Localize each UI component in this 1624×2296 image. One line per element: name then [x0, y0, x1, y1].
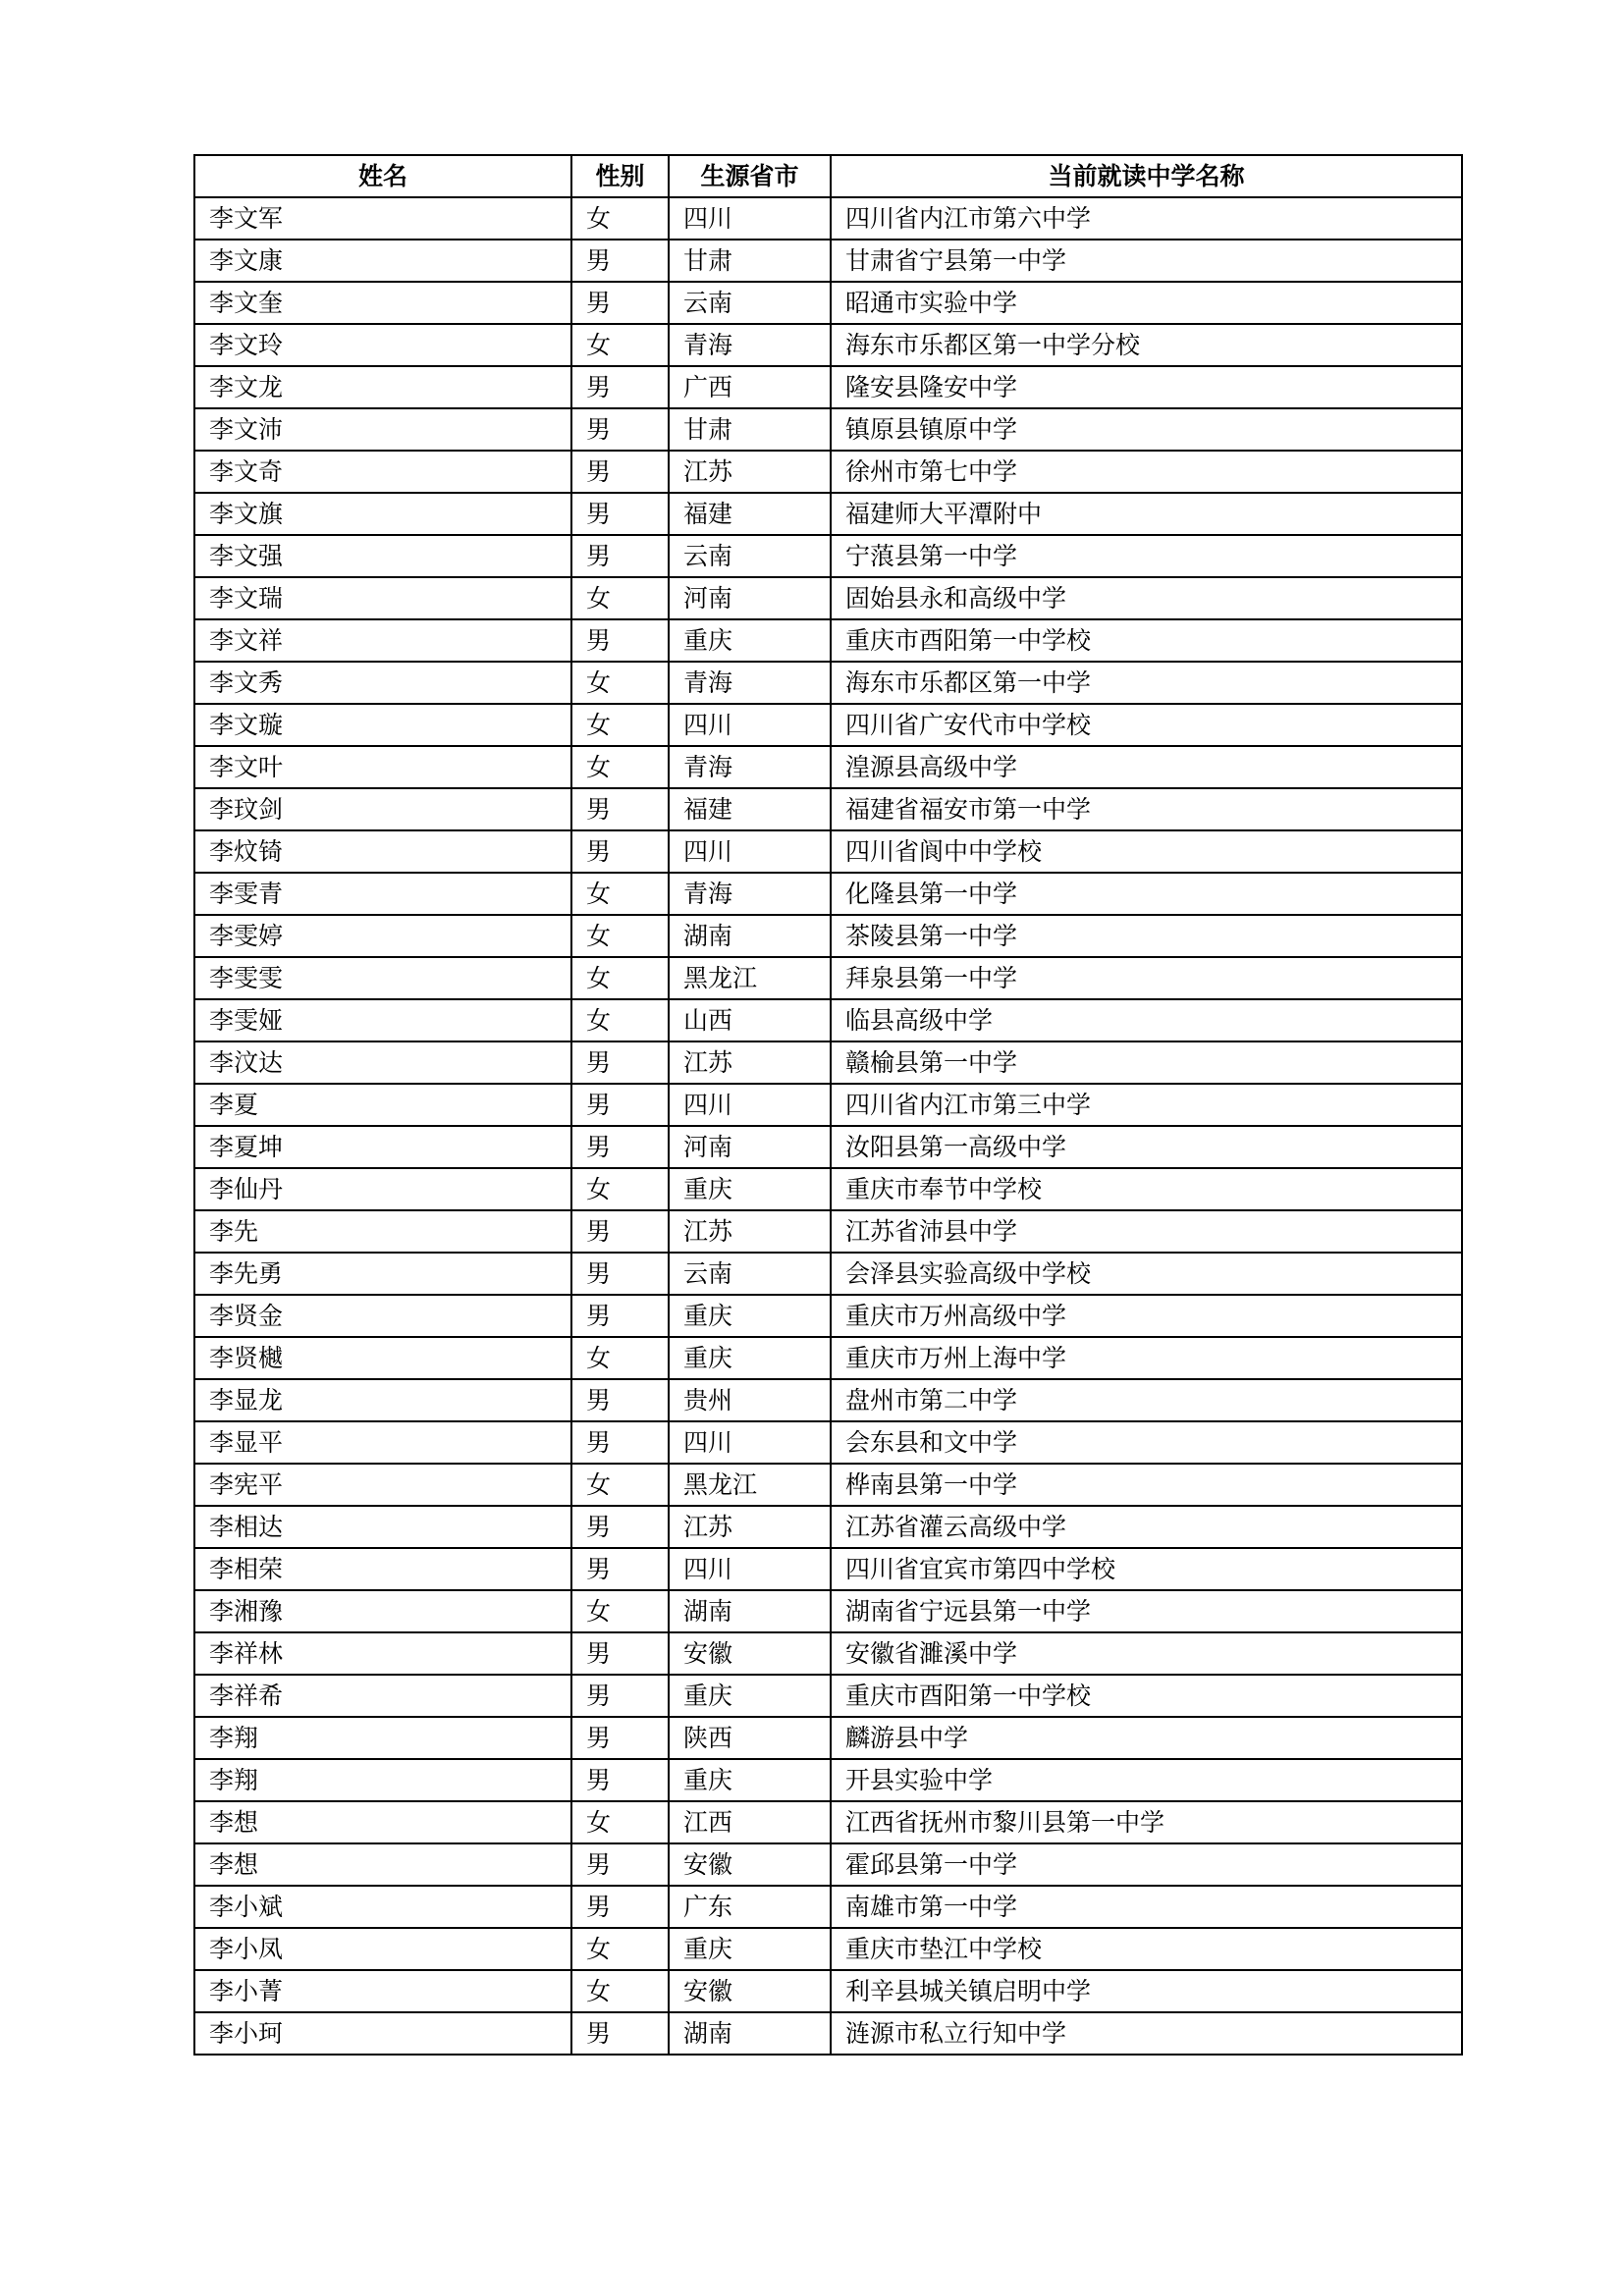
table-row	[194, 1843, 1462, 1886]
cell-province: 安徽	[669, 1843, 831, 1886]
table-row	[194, 1337, 1462, 1379]
table-row	[194, 1084, 1462, 1126]
cell-gender: 女	[571, 662, 669, 704]
cell-province: 四川	[669, 1084, 831, 1126]
cell-province: 青海	[669, 324, 831, 366]
table-row	[194, 957, 1462, 999]
cell-province: 江苏	[669, 451, 831, 493]
cell-name: 李文龙	[194, 366, 571, 408]
cell-gender: 女	[571, 746, 669, 788]
table-row	[194, 1041, 1462, 1084]
cell-school: 海东市乐都区第一中学分校	[831, 324, 1462, 366]
cell-gender: 女	[571, 999, 669, 1041]
cell-name: 李雯婷	[194, 915, 571, 957]
cell-name: 李相达	[194, 1506, 571, 1548]
table-row	[194, 1126, 1462, 1168]
table-row	[194, 704, 1462, 746]
cell-province: 江苏	[669, 1506, 831, 1548]
cell-school: 赣榆县第一中学	[831, 1041, 1462, 1084]
table-row	[194, 1168, 1462, 1210]
cell-gender: 男	[571, 1084, 669, 1126]
cell-gender: 男	[571, 1379, 669, 1421]
cell-school: 麟游县中学	[831, 1717, 1462, 1759]
cell-gender: 男	[571, 1717, 669, 1759]
cell-gender: 女	[571, 957, 669, 999]
cell-name: 李想	[194, 1843, 571, 1886]
cell-province: 陕西	[669, 1717, 831, 1759]
cell-gender: 男	[571, 1253, 669, 1295]
table-row	[194, 915, 1462, 957]
cell-province: 山西	[669, 999, 831, 1041]
cell-province: 云南	[669, 282, 831, 324]
cell-school: 霍邱县第一中学	[831, 1843, 1462, 1886]
table-row	[194, 788, 1462, 830]
cell-gender: 男	[571, 1675, 669, 1717]
table-row	[194, 619, 1462, 662]
cell-province: 福建	[669, 493, 831, 535]
cell-name: 李文璇	[194, 704, 571, 746]
cell-gender: 男	[571, 1041, 669, 1084]
cell-school: 福建省福安市第一中学	[831, 788, 1462, 830]
cell-gender: 男	[571, 830, 669, 873]
cell-school: 利辛县城关镇启明中学	[831, 1970, 1462, 2012]
table-row	[194, 1759, 1462, 1801]
cell-name: 李文秀	[194, 662, 571, 704]
cell-school: 重庆市万州上海中学	[831, 1337, 1462, 1379]
cell-school: 江苏省灌云高级中学	[831, 1506, 1462, 1548]
cell-province: 广东	[669, 1886, 831, 1928]
cell-province: 河南	[669, 1126, 831, 1168]
cell-province: 青海	[669, 873, 831, 915]
cell-school: 四川省阆中中学校	[831, 830, 1462, 873]
table-row	[194, 1717, 1462, 1759]
cell-name: 李祥希	[194, 1675, 571, 1717]
cell-school: 会泽县实验高级中学校	[831, 1253, 1462, 1295]
cell-province: 重庆	[669, 1675, 831, 1717]
cell-name: 李小斌	[194, 1886, 571, 1928]
cell-province: 江苏	[669, 1210, 831, 1253]
table-row	[194, 535, 1462, 577]
table-row	[194, 830, 1462, 873]
table-row	[194, 1253, 1462, 1295]
cell-name: 李翔	[194, 1759, 571, 1801]
cell-name: 李相荣	[194, 1548, 571, 1590]
cell-name: 李夏	[194, 1084, 571, 1126]
cell-province: 黑龙江	[669, 957, 831, 999]
cell-gender: 男	[571, 282, 669, 324]
table-row	[194, 1464, 1462, 1506]
cell-school: 江苏省沛县中学	[831, 1210, 1462, 1253]
cell-gender: 女	[571, 1168, 669, 1210]
cell-gender: 男	[571, 1506, 669, 1548]
cell-school: 隆安县隆安中学	[831, 366, 1462, 408]
table-row	[194, 2012, 1462, 2055]
cell-gender: 男	[571, 619, 669, 662]
table-row	[194, 451, 1462, 493]
header-province: 生源省市	[669, 155, 831, 197]
cell-school: 湖南省宁远县第一中学	[831, 1590, 1462, 1632]
cell-name: 李雯青	[194, 873, 571, 915]
cell-school: 海东市乐都区第一中学	[831, 662, 1462, 704]
cell-province: 广西	[669, 366, 831, 408]
cell-school: 镇原县镇原中学	[831, 408, 1462, 451]
cell-school: 四川省内江市第三中学	[831, 1084, 1462, 1126]
cell-school: 重庆市酉阳第一中学校	[831, 1675, 1462, 1717]
cell-gender: 男	[571, 451, 669, 493]
cell-school: 四川省宜宾市第四中学校	[831, 1548, 1462, 1590]
cell-name: 李先勇	[194, 1253, 571, 1295]
cell-name: 李小菁	[194, 1970, 571, 2012]
table-row	[194, 1928, 1462, 1970]
cell-school: 开县实验中学	[831, 1759, 1462, 1801]
table-row	[194, 1632, 1462, 1675]
cell-school: 四川省内江市第六中学	[831, 197, 1462, 240]
table-row	[194, 324, 1462, 366]
cell-gender: 女	[571, 577, 669, 619]
cell-gender: 男	[571, 1126, 669, 1168]
cell-name: 李文康	[194, 240, 571, 282]
cell-province: 甘肃	[669, 408, 831, 451]
cell-province: 四川	[669, 1421, 831, 1464]
cell-school: 汝阳县第一高级中学	[831, 1126, 1462, 1168]
cell-gender: 女	[571, 1928, 669, 1970]
cell-school: 拜泉县第一中学	[831, 957, 1462, 999]
table-row	[194, 1548, 1462, 1590]
cell-gender: 男	[571, 408, 669, 451]
cell-school: 徐州市第七中学	[831, 451, 1462, 493]
table-row	[194, 1506, 1462, 1548]
cell-province: 江苏	[669, 1041, 831, 1084]
cell-province: 福建	[669, 788, 831, 830]
cell-school: 福建师大平潭附中	[831, 493, 1462, 535]
cell-gender: 女	[571, 1337, 669, 1379]
table-row	[194, 1295, 1462, 1337]
cell-name: 李贤樾	[194, 1337, 571, 1379]
cell-gender: 女	[571, 197, 669, 240]
cell-province: 四川	[669, 1548, 831, 1590]
cell-gender: 女	[571, 1970, 669, 2012]
cell-gender: 女	[571, 873, 669, 915]
cell-school: 昭通市实验中学	[831, 282, 1462, 324]
cell-province: 四川	[669, 197, 831, 240]
cell-school: 江西省抚州市黎川县第一中学	[831, 1801, 1462, 1843]
cell-name: 李雯娅	[194, 999, 571, 1041]
cell-province: 河南	[669, 577, 831, 619]
cell-gender: 女	[571, 1590, 669, 1632]
table-row	[194, 1886, 1462, 1928]
cell-name: 李文沛	[194, 408, 571, 451]
cell-name: 李宪平	[194, 1464, 571, 1506]
table-row	[194, 577, 1462, 619]
cell-province: 重庆	[669, 1295, 831, 1337]
cell-school: 化隆县第一中学	[831, 873, 1462, 915]
cell-name: 李翔	[194, 1717, 571, 1759]
table-row	[194, 366, 1462, 408]
cell-gender: 女	[571, 915, 669, 957]
cell-name: 李祥林	[194, 1632, 571, 1675]
cell-gender: 男	[571, 1210, 669, 1253]
cell-name: 李雯雯	[194, 957, 571, 999]
cell-school: 重庆市酉阳第一中学校	[831, 619, 1462, 662]
cell-gender: 男	[571, 2012, 669, 2055]
cell-name: 李文奎	[194, 282, 571, 324]
student-roster-table	[193, 154, 1463, 2056]
table-row	[194, 1675, 1462, 1717]
cell-province: 重庆	[669, 1928, 831, 1970]
cell-name: 李汶达	[194, 1041, 571, 1084]
cell-gender: 女	[571, 1801, 669, 1843]
table-row	[194, 1421, 1462, 1464]
cell-gender: 女	[571, 704, 669, 746]
cell-name: 李贤金	[194, 1295, 571, 1337]
cell-province: 甘肃	[669, 240, 831, 282]
cell-gender: 女	[571, 1464, 669, 1506]
table-row	[194, 1210, 1462, 1253]
cell-name: 李湘豫	[194, 1590, 571, 1632]
cell-gender: 男	[571, 788, 669, 830]
cell-gender: 男	[571, 240, 669, 282]
cell-province: 四川	[669, 830, 831, 873]
table-row	[194, 746, 1462, 788]
table-row	[194, 197, 1462, 240]
table-row	[194, 240, 1462, 282]
cell-province: 黑龙江	[669, 1464, 831, 1506]
cell-gender: 男	[571, 1632, 669, 1675]
cell-school: 涟源市私立行知中学	[831, 2012, 1462, 2055]
cell-name: 李文奇	[194, 451, 571, 493]
table-row	[194, 873, 1462, 915]
cell-gender: 男	[571, 1421, 669, 1464]
table-row	[194, 999, 1462, 1041]
cell-gender: 男	[571, 1886, 669, 1928]
cell-gender: 男	[571, 1843, 669, 1886]
cell-name: 李炆锜	[194, 830, 571, 873]
cell-province: 贵州	[669, 1379, 831, 1421]
cell-province: 江西	[669, 1801, 831, 1843]
header-name: 姓名	[194, 155, 571, 197]
cell-school: 茶陵县第一中学	[831, 915, 1462, 957]
cell-province: 重庆	[669, 1759, 831, 1801]
table-row	[194, 1801, 1462, 1843]
cell-school: 南雄市第一中学	[831, 1886, 1462, 1928]
cell-name: 李文旗	[194, 493, 571, 535]
header-gender: 性别	[571, 155, 669, 197]
cell-name: 李想	[194, 1801, 571, 1843]
cell-school: 盘州市第二中学	[831, 1379, 1462, 1421]
cell-gender: 男	[571, 535, 669, 577]
cell-province: 重庆	[669, 1337, 831, 1379]
cell-province: 安徽	[669, 1970, 831, 2012]
cell-province: 云南	[669, 535, 831, 577]
cell-school: 四川省广安代市中学校	[831, 704, 1462, 746]
cell-school: 湟源县高级中学	[831, 746, 1462, 788]
header-school: 当前就读中学名称	[831, 155, 1462, 197]
cell-gender: 男	[571, 493, 669, 535]
cell-province: 安徽	[669, 1632, 831, 1675]
cell-province: 重庆	[669, 619, 831, 662]
cell-name: 李仙丹	[194, 1168, 571, 1210]
cell-name: 李文军	[194, 197, 571, 240]
cell-name: 李文强	[194, 535, 571, 577]
cell-province: 青海	[669, 746, 831, 788]
cell-school: 固始县永和高级中学	[831, 577, 1462, 619]
cell-province: 云南	[669, 1253, 831, 1295]
cell-school: 临县高级中学	[831, 999, 1462, 1041]
cell-province: 湖南	[669, 1590, 831, 1632]
table-row	[194, 1590, 1462, 1632]
cell-name: 李夏坤	[194, 1126, 571, 1168]
cell-province: 重庆	[669, 1168, 831, 1210]
cell-name: 李显平	[194, 1421, 571, 1464]
cell-province: 青海	[669, 662, 831, 704]
cell-name: 李小珂	[194, 2012, 571, 2055]
cell-name: 李小凤	[194, 1928, 571, 1970]
cell-name: 李文瑞	[194, 577, 571, 619]
cell-gender: 男	[571, 1295, 669, 1337]
cell-province: 湖南	[669, 2012, 831, 2055]
cell-school: 会东县和文中学	[831, 1421, 1462, 1464]
table-row	[194, 493, 1462, 535]
cell-gender: 男	[571, 1759, 669, 1801]
cell-name: 李玟剑	[194, 788, 571, 830]
table-row	[194, 662, 1462, 704]
cell-gender: 男	[571, 366, 669, 408]
table-header-row	[194, 155, 1462, 197]
cell-school: 宁蒗县第一中学	[831, 535, 1462, 577]
cell-school: 重庆市奉节中学校	[831, 1168, 1462, 1210]
cell-province: 四川	[669, 704, 831, 746]
cell-name: 李文祥	[194, 619, 571, 662]
cell-school: 甘肃省宁县第一中学	[831, 240, 1462, 282]
cell-name: 李文叶	[194, 746, 571, 788]
cell-gender: 男	[571, 1548, 669, 1590]
table-row	[194, 408, 1462, 451]
table-row	[194, 1379, 1462, 1421]
table-row	[194, 1970, 1462, 2012]
cell-province: 湖南	[669, 915, 831, 957]
cell-school: 重庆市垫江中学校	[831, 1928, 1462, 1970]
cell-gender: 女	[571, 324, 669, 366]
cell-school: 安徽省濉溪中学	[831, 1632, 1462, 1675]
cell-name: 李先	[194, 1210, 571, 1253]
cell-name: 李显龙	[194, 1379, 571, 1421]
table-row	[194, 282, 1462, 324]
cell-school: 桦南县第一中学	[831, 1464, 1462, 1506]
cell-name: 李文玲	[194, 324, 571, 366]
cell-school: 重庆市万州高级中学	[831, 1295, 1462, 1337]
